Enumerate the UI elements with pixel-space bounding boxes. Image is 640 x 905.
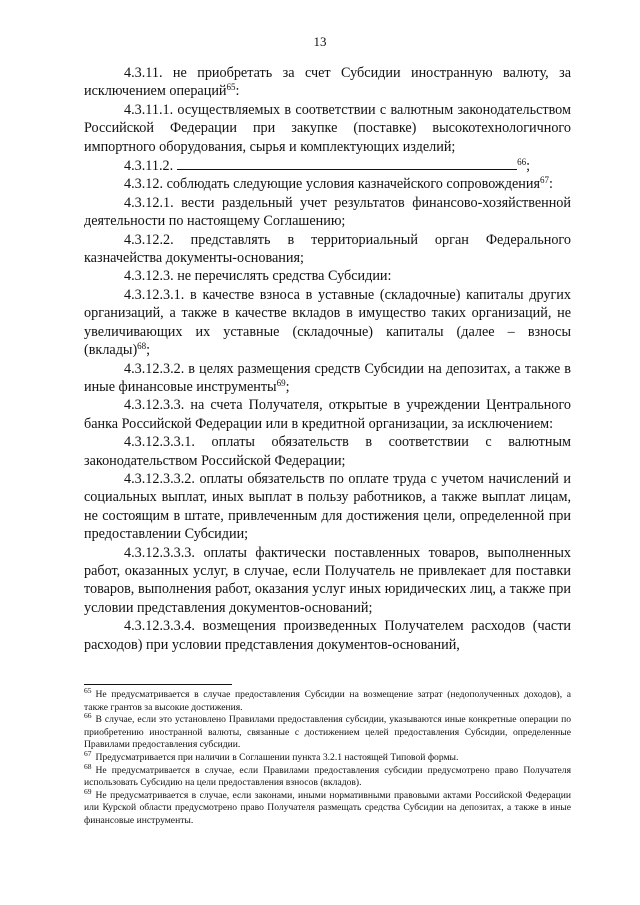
paragraph-4-3-12-3-3-4: 4.3.12.3.3.4. возмещения произведенных Получателем расходов (части расходов) при условии представления документов-оснований, <box>84 618 571 653</box>
paragraph-4-3-12-3-3-1: 4.3.12.3.3.1. оплаты обязательств в соответствии с валютным законодательством Российской Федерации; <box>84 434 571 469</box>
paragraph-4-3-12-3-3-2: 4.3.12.3.3.2. оплаты обязательств по оплате труда с учетом начислений и социальных выплат, иных выплат в пользу работников, а также выплат лицам, не состоящим в штате, привлеченным для достижения цели, определенной при предоставлении Субсидии; <box>84 470 571 543</box>
paragraph-4-3-12-3-1: 4.3.12.3.1. в качестве взноса в уставные (складочные) капиталы других организаций, а также в качестве вкладов в имущество таких организаций, не увеличивающих их уставные (складочные) капиталы (далее – взносы (вклады)$^{68}$; <box>84 286 571 359</box>
paragraph-4-3-11-1: 4.3.11.1. осуществляемых в соответствии с валютным законодательством Российской Федерации при закупке (поставке) высокотехнологичного импортного оборудования, сырья и комплектующих изделий; <box>84 101 571 155</box>
footnote-ref: 68 <box>137 341 147 352</box>
paragraph-4-3-12-3-2: 4.3.12.3.2. в целях размещения средств Субсидии на депозитах, а также в иные финансовые инструменты$^{69}$; <box>84 360 571 395</box>
footnote-ref: 66 <box>517 157 527 168</box>
paragraph-4-3-12-3-3-3: 4.3.12.3.3.3. оплаты фактически поставленных товаров, выполненных работ, оказанных услуг, в случае, если Получатель не привлекает для поставки товаров, выполнения работ, оказания услуг иных юридических лиц, а также при условии представления документов-оснований; <box>84 544 571 616</box>
paragraph-4-3-11: 4.3.11. не приобретать за счет Субсидии иностранную валюту, за исключением операций$^{65}$: <box>84 65 571 100</box>
footnote-65: $^{65}$ Не предусматривается в случае предоставления Субсидии на возмещение затрат (недополученных доходов), а также грантов за высокие достижения. <box>84 686 571 713</box>
footnote-ref: 67 <box>539 175 549 186</box>
footnote-69: $^{69}$ Не предусматривается в случае, если законами, иными нормативными правовыми актами Российской Федерации или Курской области предусмотрено право Получателя размещать средства Субсидии на депозитах, а также в иные финансовые инструменты. <box>84 786 571 826</box>
blank-fill-line <box>177 156 517 170</box>
footnote-separator <box>84 684 232 685</box>
page-number: 13 <box>313 34 327 49</box>
paragraph-4-3-12-1: 4.3.12.1. вести раздельный учет результатов финансово-хозяйственной деятельности по настоящему Соглашению; <box>84 194 571 230</box>
footnote-68: $^{68}$ Не предусматривается в случае, если Правилами предоставления субсидии предусмотрено право Получателя использовать Субсидию на цели предоставления взносов (вкладов). <box>84 761 571 789</box>
paragraph-4-3-12-2: 4.3.12.2. представлять в территориальный орган Федерального казначейства документы-основания; <box>84 231 571 267</box>
paragraph-4-3-12-3-3: 4.3.12.3.3. на счета Получателя, открытые в учреждении Центрального банка Российской Федерации или в кредитной организации, за исключением: <box>84 397 571 432</box>
paragraph-4-3-12-3: 4.3.12.3. не перечислять средства Субсидии: <box>124 268 392 285</box>
footnote-ref: 65 <box>226 82 236 93</box>
footnote-66: $^{66}$ В случае, если это установлено Правилами предоставления субсидии, указываются иные конкретные операции по приобретению иностранной валюты, связанные с достижением целей предоставления Субсидии, определенные Правилами предоставления субсидии. <box>84 711 571 751</box>
footnote-67: $^{67}$ Предусматривается при наличии в Соглашении пункта 3.2.1 настоящей Типовой формы. <box>84 748 459 763</box>
footnote-ref: 69 <box>276 377 286 388</box>
paragraph-4-3-12: 4.3.12. соблюдать следующие условия казначейского сопровождения$^{67}$: <box>124 175 553 193</box>
document-body <box>84 64 571 654</box>
footnotes <box>84 686 571 828</box>
paragraph-4-3-11-2: 4.3.11.2. $^{66}$; <box>124 157 531 175</box>
